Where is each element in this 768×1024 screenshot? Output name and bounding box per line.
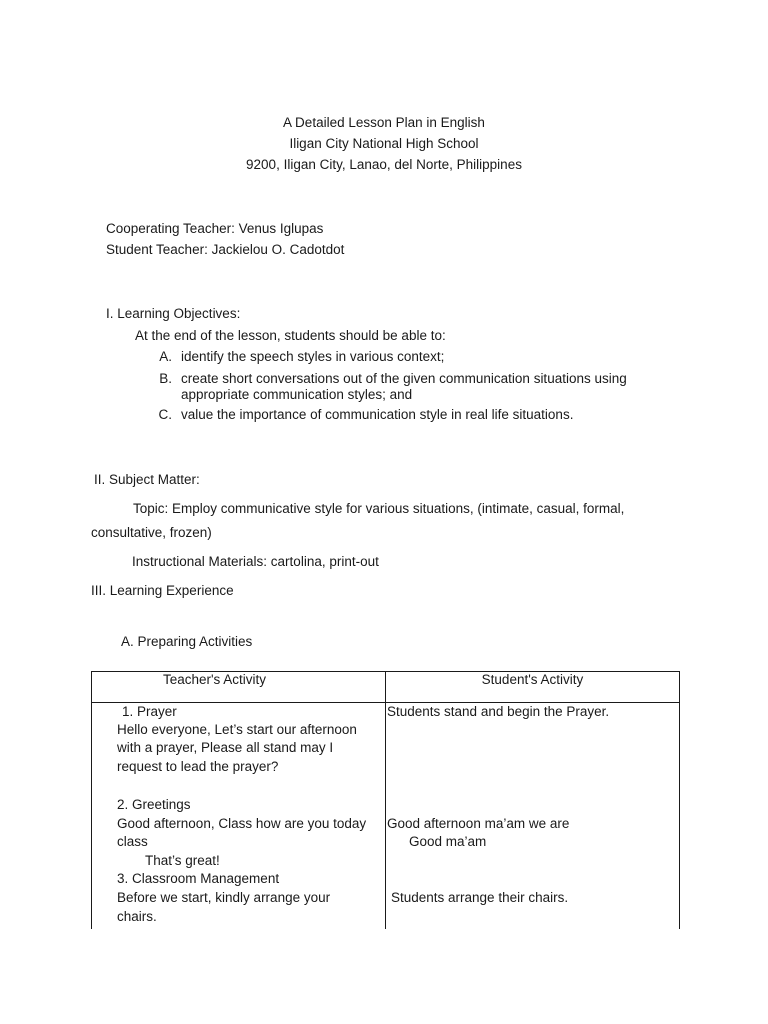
teacher-line: Hello everyone, Let’s start our afternoon [117, 722, 357, 737]
cooperating-teacher: Cooperating Teacher: Venus Iglupas [106, 221, 324, 236]
teacher-line: with a prayer, Please all stand may I [117, 740, 334, 755]
objective-letter: C. [158, 407, 172, 422]
management-title: 3. Classroom Management [117, 871, 280, 886]
student-activity-cell [386, 703, 680, 930]
student-line: Good afternoon ma’am we are [387, 816, 570, 831]
instructional-materials: Instructional Materials: cartolina, print-out [132, 554, 379, 569]
teacher-activity-header: Teacher's Activity [92, 672, 386, 703]
greetings-title: 2. Greetings [117, 797, 191, 812]
teacher-line: That’s great! [145, 853, 220, 868]
document-title: A Detailed Lesson Plan in English [283, 115, 485, 130]
activities-table [91, 671, 680, 929]
teacher-line: chairs. [117, 909, 157, 924]
student-line: Good ma’am [409, 834, 487, 849]
table-header-row [92, 672, 680, 703]
teacher-line: Before we start, kindly arrange your [117, 890, 331, 905]
topic-line: Topic: Employ communicative style for various situations, (intimate, casual, formal, [133, 501, 625, 516]
teacher-activity-cell [92, 703, 386, 930]
table-row [92, 703, 680, 930]
teacher-line: request to lead the prayer? [117, 759, 279, 774]
school-address: 9200, Iligan City, Lanao, del Norte, Philippines [246, 157, 522, 172]
teacher-line: Good afternoon, Class how are you today [117, 816, 367, 831]
teacher-line: class [117, 834, 148, 849]
objective-text: identify the speech styles in various context; [181, 349, 445, 364]
student-line: Students stand and begin the Prayer. [387, 704, 610, 719]
subject-matter-heading: II. Subject Matter: [94, 472, 200, 487]
topic-line-continued: consultative, frozen) [91, 525, 212, 540]
objective-text: value the importance of communication style in real life situations. [181, 407, 574, 422]
objective-text: appropriate communication styles; and [181, 387, 413, 402]
school-name: Iligan City National High School [289, 136, 479, 151]
preparing-activities-heading: A. Preparing Activities [121, 634, 253, 649]
objective-text: create short conversations out of the given communication situations using [181, 371, 627, 386]
objectives-intro: At the end of the lesson, students should be able to: [135, 328, 446, 343]
objective-letter: B. [159, 371, 172, 386]
objective-letter: A. [159, 349, 172, 364]
learning-experience-heading: III. Learning Experience [91, 583, 234, 598]
student-teacher: Student Teacher: Jackielou O. Cadotdot [106, 242, 345, 257]
student-activity-header: Student's Activity [386, 672, 680, 703]
objectives-heading: I. Learning Objectives: [106, 306, 241, 321]
student-line: Students arrange their chairs. [391, 890, 569, 905]
prayer-title: 1. Prayer [122, 704, 177, 719]
